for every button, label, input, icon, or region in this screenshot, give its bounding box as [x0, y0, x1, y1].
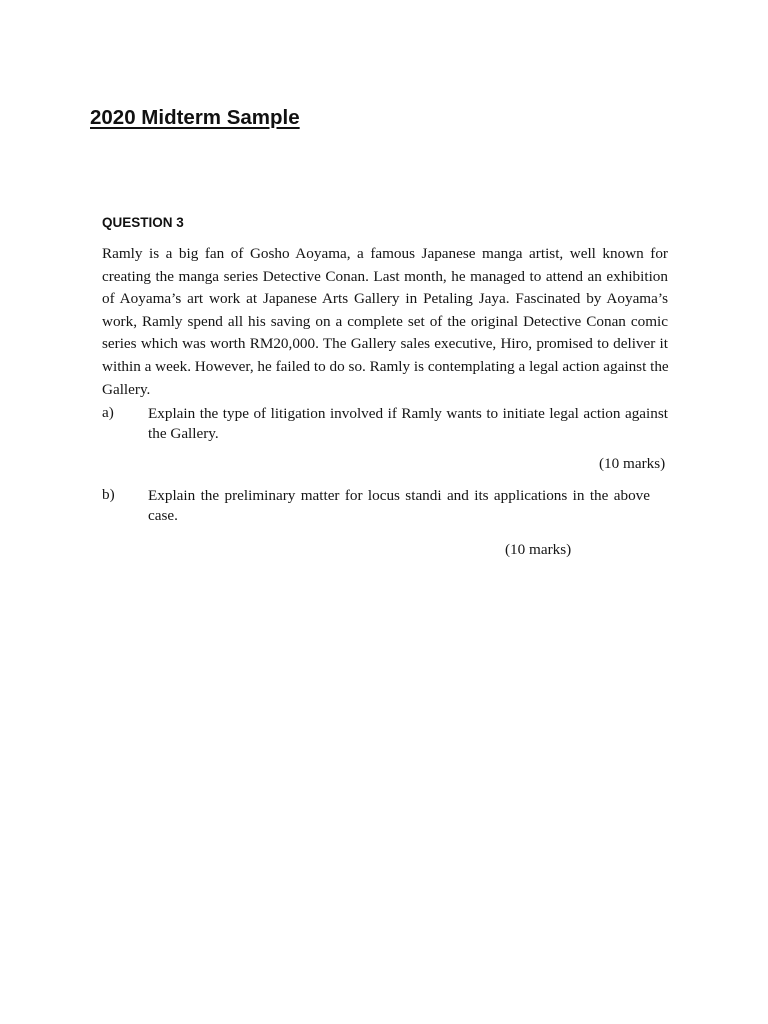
part-b-line: Explain the preliminary matter for locus standi and its applications in the above	[148, 487, 650, 504]
part-b-label: b)	[102, 486, 115, 503]
part-b-marks: (10 marks)	[505, 541, 572, 558]
scenario-line: Ramly is a big fan of Gosho Aoyama, a famous Japanese manga artist, well known for	[102, 245, 668, 262]
scenario-line: of Aoyama’s art work at Japanese Arts Gallery in Petaling Jaya. Fascinated by Aoyama’s	[102, 290, 668, 308]
part-b-question	[148, 486, 650, 526]
scenario-line: work, Ramly spend all his saving on a complete set of the original Detective Conan comic	[102, 312, 668, 330]
part-b-line: case.	[148, 507, 178, 524]
scenario-line: series which was worth RM20,000. The Gallery sales executive, Hiro, promised to deliver it	[102, 335, 668, 353]
scenario-line: Gallery.	[102, 380, 151, 398]
part-a-marks: (10 marks)	[599, 455, 666, 472]
document-title: 2020 Midterm Sample	[90, 106, 300, 129]
scenario-line: creating the manga series Detective Conan. Last month, he managed to attend an exhibition	[102, 267, 668, 285]
scenario-line: within a week. However, he failed to do so. Ramly is contemplating a legal action against the	[102, 357, 669, 375]
part-a-label: a)	[102, 404, 114, 421]
part-a-question	[148, 404, 668, 444]
part-a-line: the Gallery.	[148, 425, 219, 442]
part-a-line: Explain the type of litigation involved if Ramly wants to initiate legal action against	[148, 405, 668, 422]
question-scenario	[102, 243, 668, 401]
question-heading: QUESTION 3	[102, 215, 184, 230]
